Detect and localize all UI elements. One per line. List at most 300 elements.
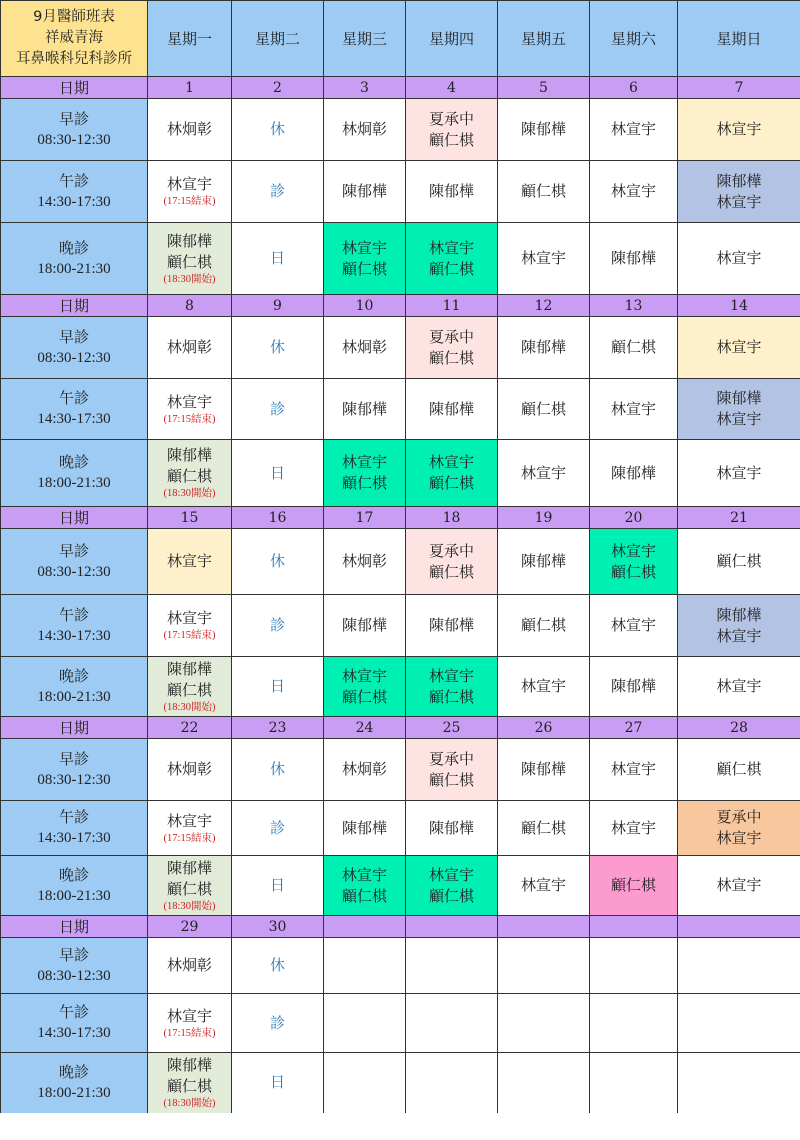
shift-cell bbox=[148, 161, 232, 223]
shift-cell bbox=[232, 657, 324, 717]
shift-cell bbox=[498, 938, 590, 994]
doctor-name: 診 bbox=[269, 182, 285, 200]
shift-cell bbox=[498, 529, 590, 595]
doctor-name: 陳郁樺 bbox=[166, 446, 212, 464]
doctor-name: 林宣宇 bbox=[716, 677, 762, 695]
slot-time: 08:30-12:30 bbox=[37, 349, 111, 366]
shift-cell bbox=[678, 440, 800, 507]
slot-row-afternoon bbox=[1, 994, 800, 1053]
shift-cell bbox=[498, 994, 590, 1053]
shift-cell bbox=[590, 317, 678, 379]
doctor-name: 日 bbox=[269, 1073, 285, 1092]
title-line: 祥威青海 bbox=[45, 30, 103, 46]
doctor-name: 顧仁棋 bbox=[520, 399, 566, 418]
slot-time: 18:00-21:30 bbox=[37, 1084, 111, 1101]
shift-cell bbox=[148, 739, 232, 801]
date-cell: 4 bbox=[406, 77, 498, 99]
doctor-name: 陳郁樺 bbox=[610, 677, 656, 695]
slot-label-afternoon bbox=[1, 161, 148, 223]
shift-cell bbox=[498, 161, 590, 223]
shift-cell bbox=[148, 801, 232, 856]
doctor-name: 陳郁樺 bbox=[716, 171, 762, 190]
doctor-name: 顧仁棋 bbox=[610, 338, 656, 356]
slot-time: 08:30-12:30 bbox=[37, 131, 111, 148]
shift-cell bbox=[678, 856, 800, 916]
slot-row-evening bbox=[1, 856, 800, 916]
doctor-name: 顧仁棋 bbox=[341, 474, 387, 492]
date-cell: 30 bbox=[232, 916, 324, 938]
date-row bbox=[1, 77, 800, 99]
shift-cell bbox=[406, 801, 498, 856]
schedule-body bbox=[1, 77, 800, 1113]
shift-cell bbox=[406, 529, 498, 595]
doctor-name: 陳郁樺 bbox=[166, 659, 212, 678]
slot-name: 晚診 bbox=[58, 865, 89, 884]
shift-cell bbox=[590, 856, 678, 916]
doctor-name: 顧仁棋 bbox=[520, 616, 566, 634]
doctor-name: 顧仁棋 bbox=[341, 886, 387, 905]
date-cell: 17 bbox=[324, 507, 406, 529]
date-cell: 10 bbox=[324, 295, 406, 317]
doctor-name: 陳郁樺 bbox=[428, 616, 474, 634]
doctor-name: 日 bbox=[269, 249, 285, 267]
shift-cell bbox=[590, 529, 678, 595]
doctor-name: 林宣宇 bbox=[428, 865, 474, 884]
weekday-header-wed: 星期三 bbox=[324, 1, 406, 77]
shift-cell bbox=[232, 317, 324, 379]
shift-cell bbox=[324, 161, 406, 223]
shift-cell bbox=[148, 994, 232, 1053]
doctor-name: 林宣宇 bbox=[716, 192, 762, 211]
shift-cell bbox=[324, 739, 406, 801]
date-cell: 15 bbox=[148, 507, 232, 529]
doctor-name: 林宣宇 bbox=[716, 829, 762, 847]
shift-cell bbox=[232, 938, 324, 994]
slot-row-evening bbox=[1, 657, 800, 717]
doctor-name: 林宣宇 bbox=[520, 677, 566, 695]
shift-cell bbox=[498, 379, 590, 440]
doctor-name: 休 bbox=[269, 120, 285, 138]
shift-cell bbox=[148, 440, 232, 507]
doctor-name: 夏承中 bbox=[428, 541, 474, 560]
slot-row-afternoon bbox=[1, 595, 800, 657]
date-cell bbox=[498, 916, 590, 938]
doctor-name: 林宣宇 bbox=[166, 552, 212, 570]
shift-cell bbox=[590, 595, 678, 657]
slot-name: 早診 bbox=[58, 541, 89, 560]
slot-label-morning bbox=[1, 529, 148, 595]
doctor-name: 日 bbox=[269, 463, 285, 482]
doctor-name: 夏承中 bbox=[428, 109, 474, 128]
slot-name: 午診 bbox=[58, 389, 89, 407]
shift-cell bbox=[498, 99, 590, 161]
slot-label-evening bbox=[1, 856, 148, 916]
shift-cell bbox=[324, 1053, 406, 1113]
shift-cell bbox=[148, 99, 232, 161]
slot-label-afternoon bbox=[1, 595, 148, 657]
slot-name: 早診 bbox=[58, 749, 89, 768]
shift-cell bbox=[148, 657, 232, 717]
date-cell: 5 bbox=[498, 77, 590, 99]
doctor-name: 林炯彰 bbox=[341, 552, 387, 570]
shift-cell bbox=[498, 657, 590, 717]
slot-row-morning bbox=[1, 317, 800, 379]
date-cell: 21 bbox=[678, 507, 800, 529]
shift-cell bbox=[148, 1053, 232, 1113]
shift-cell bbox=[678, 938, 800, 994]
shift-cell bbox=[324, 440, 406, 507]
slot-row-afternoon bbox=[1, 801, 800, 856]
shift-cell bbox=[148, 317, 232, 379]
shift-cell bbox=[148, 938, 232, 994]
slot-time: 08:30-12:30 bbox=[37, 563, 111, 580]
doctor-name: 林宣宇 bbox=[716, 876, 762, 894]
doctor-name: 林宣宇 bbox=[716, 249, 762, 267]
shift-cell bbox=[324, 801, 406, 856]
slot-row-evening bbox=[1, 223, 800, 295]
shift-cell bbox=[232, 223, 324, 295]
doctor-name: 陳郁樺 bbox=[341, 616, 387, 634]
slot-name: 晚診 bbox=[58, 1062, 89, 1081]
hours-note: (17:15結束) bbox=[163, 413, 216, 425]
doctor-name: 林宣宇 bbox=[166, 392, 212, 411]
doctor-name: 顧仁棋 bbox=[610, 562, 656, 581]
weekday-header-sun: 星期日 bbox=[678, 1, 800, 77]
title-line: 9月醫師班表 bbox=[33, 9, 115, 25]
doctor-name: 林宣宇 bbox=[610, 760, 656, 778]
doctor-name: 診 bbox=[269, 1013, 285, 1032]
shift-cell bbox=[590, 1053, 678, 1113]
shift-cell bbox=[324, 657, 406, 717]
shift-cell bbox=[678, 1053, 800, 1113]
doctor-name: 顧仁棋 bbox=[428, 348, 474, 367]
shift-cell bbox=[406, 440, 498, 507]
shift-cell bbox=[590, 938, 678, 994]
doctor-name: 顧仁棋 bbox=[166, 879, 212, 898]
slot-row-morning bbox=[1, 739, 800, 801]
slot-name: 早診 bbox=[58, 945, 89, 964]
doctor-name: 診 bbox=[269, 616, 285, 634]
doctor-name: 陳郁樺 bbox=[166, 858, 212, 877]
date-cell bbox=[678, 916, 800, 938]
shift-cell bbox=[406, 223, 498, 295]
date-cell: 6 bbox=[590, 77, 678, 99]
doctor-name: 顧仁棋 bbox=[428, 474, 474, 492]
date-cell: 11 bbox=[406, 295, 498, 317]
shift-cell bbox=[590, 994, 678, 1053]
date-cell: 1 bbox=[148, 77, 232, 99]
weekday-header-tue: 星期二 bbox=[232, 1, 324, 77]
doctor-name: 林宣宇 bbox=[428, 453, 474, 471]
slot-label-evening bbox=[1, 1053, 148, 1113]
doctor-name: 林宣宇 bbox=[610, 541, 656, 560]
doctor-name: 夏承中 bbox=[428, 327, 474, 346]
doctor-name: 休 bbox=[269, 338, 285, 356]
doctor-name: 陳郁樺 bbox=[520, 120, 566, 138]
doctor-name: 陳郁樺 bbox=[610, 249, 656, 267]
doctor-name: 顧仁棋 bbox=[166, 467, 212, 485]
shift-cell bbox=[498, 317, 590, 379]
slot-label-afternoon bbox=[1, 801, 148, 856]
shift-cell bbox=[148, 595, 232, 657]
shift-cell bbox=[232, 801, 324, 856]
slot-time: 14:30-17:30 bbox=[37, 830, 111, 846]
shift-cell bbox=[232, 856, 324, 916]
doctor-name: 診 bbox=[269, 399, 285, 418]
slot-row-morning bbox=[1, 938, 800, 994]
date-cell: 26 bbox=[498, 717, 590, 739]
slot-time: 18:00-21:30 bbox=[37, 887, 111, 904]
shift-cell bbox=[148, 379, 232, 440]
doctor-name: 林宣宇 bbox=[610, 616, 656, 634]
shift-cell bbox=[232, 440, 324, 507]
date-cell: 9 bbox=[232, 295, 324, 317]
doctor-name: 林宣宇 bbox=[610, 182, 656, 200]
date-row-label: 日期 bbox=[1, 507, 148, 529]
doctor-name: 日 bbox=[269, 677, 285, 695]
doctor-name: 林宣宇 bbox=[341, 666, 387, 685]
slot-name: 晚診 bbox=[58, 666, 89, 685]
slot-name: 午診 bbox=[58, 171, 89, 190]
doctor-name: 陳郁樺 bbox=[341, 182, 387, 200]
shift-cell bbox=[406, 856, 498, 916]
date-cell bbox=[324, 916, 406, 938]
shift-cell bbox=[324, 994, 406, 1053]
weekday-header-fri: 星期五 bbox=[498, 1, 590, 77]
doctor-name: 顧仁棋 bbox=[166, 1076, 212, 1095]
doctor-name: 林炯彰 bbox=[341, 760, 387, 778]
shift-cell bbox=[498, 1053, 590, 1113]
doctor-name: 顧仁棋 bbox=[341, 687, 387, 706]
shift-cell bbox=[678, 994, 800, 1053]
slot-time: 18:00-21:30 bbox=[37, 688, 111, 705]
doctor-name: 顧仁棋 bbox=[716, 552, 762, 570]
date-cell: 24 bbox=[324, 717, 406, 739]
doctor-name: 陳郁樺 bbox=[716, 605, 762, 624]
doctor-name: 林炯彰 bbox=[166, 338, 212, 356]
doctor-name: 陳郁樺 bbox=[428, 182, 474, 200]
doctor-name: 休 bbox=[269, 956, 285, 974]
date-cell: 22 bbox=[148, 717, 232, 739]
shift-cell bbox=[406, 595, 498, 657]
doctor-name: 林宣宇 bbox=[166, 811, 212, 830]
date-cell: 16 bbox=[232, 507, 324, 529]
date-row bbox=[1, 916, 800, 938]
shift-cell bbox=[406, 317, 498, 379]
doctor-name: 林宣宇 bbox=[610, 120, 656, 138]
shift-cell bbox=[590, 223, 678, 295]
shift-cell bbox=[498, 440, 590, 507]
slot-row-afternoon bbox=[1, 379, 800, 440]
date-cell: 3 bbox=[324, 77, 406, 99]
date-cell: 18 bbox=[406, 507, 498, 529]
shift-cell bbox=[324, 595, 406, 657]
shift-cell bbox=[324, 317, 406, 379]
slot-time: 14:30-17:30 bbox=[37, 193, 111, 210]
date-row bbox=[1, 717, 800, 739]
doctor-name: 林宣宇 bbox=[520, 249, 566, 267]
doctor-name: 顧仁棋 bbox=[341, 259, 387, 278]
doctor-name: 林宣宇 bbox=[341, 238, 387, 257]
shift-cell bbox=[590, 161, 678, 223]
doctor-name: 夏承中 bbox=[716, 808, 762, 826]
shift-cell bbox=[498, 801, 590, 856]
slot-label-morning bbox=[1, 317, 148, 379]
doctor-name: 林宣宇 bbox=[166, 1006, 212, 1025]
doctor-name: 林宣宇 bbox=[428, 238, 474, 257]
weekday-header-thu: 星期四 bbox=[406, 1, 498, 77]
shift-cell bbox=[232, 739, 324, 801]
doctor-name: 陳郁樺 bbox=[341, 399, 387, 418]
shift-cell bbox=[232, 379, 324, 440]
slot-label-evening bbox=[1, 440, 148, 507]
doctor-name: 診 bbox=[269, 818, 285, 837]
hours-note: (17:15結束) bbox=[163, 1027, 216, 1039]
slot-name: 晚診 bbox=[58, 238, 89, 257]
doctor-name: 陳郁樺 bbox=[428, 399, 474, 418]
shift-cell bbox=[678, 801, 800, 856]
shift-cell bbox=[590, 801, 678, 856]
hours-note: (18:30開始) bbox=[163, 1097, 216, 1109]
date-cell: 2 bbox=[232, 77, 324, 99]
doctor-name: 顧仁棋 bbox=[520, 182, 566, 200]
doctor-name: 林宣宇 bbox=[716, 120, 762, 138]
doctor-name: 陳郁樺 bbox=[520, 760, 566, 778]
doctor-name: 顧仁棋 bbox=[428, 130, 474, 149]
date-row bbox=[1, 507, 800, 529]
shift-cell bbox=[324, 938, 406, 994]
shift-cell bbox=[232, 994, 324, 1053]
slot-time: 14:30-17:30 bbox=[37, 411, 111, 427]
shift-cell bbox=[232, 99, 324, 161]
title-line: 耳鼻喉科兒科診所 bbox=[16, 51, 132, 67]
slot-name: 午診 bbox=[58, 605, 89, 624]
shift-cell bbox=[678, 223, 800, 295]
shift-cell bbox=[498, 856, 590, 916]
doctor-name: 林宣宇 bbox=[716, 463, 762, 482]
slot-label-morning bbox=[1, 739, 148, 801]
shift-cell bbox=[232, 529, 324, 595]
doctor-name: 休 bbox=[269, 760, 285, 778]
shift-cell bbox=[678, 161, 800, 223]
shift-cell bbox=[406, 161, 498, 223]
doctor-name: 顧仁棋 bbox=[166, 252, 212, 271]
doctor-name: 林宣宇 bbox=[166, 609, 212, 627]
shift-cell bbox=[406, 994, 498, 1053]
hours-note: (18:30開始) bbox=[163, 900, 216, 912]
doctor-name: 林宣宇 bbox=[610, 818, 656, 837]
doctor-name: 林宣宇 bbox=[520, 876, 566, 894]
doctor-name: 林炯彰 bbox=[166, 760, 212, 778]
slot-row-evening bbox=[1, 440, 800, 507]
doctor-name: 林宣宇 bbox=[520, 463, 566, 482]
slot-time: 08:30-12:30 bbox=[37, 967, 111, 984]
doctor-name: 顧仁棋 bbox=[520, 818, 566, 837]
slot-label-afternoon bbox=[1, 994, 148, 1053]
doctor-name: 林宣宇 bbox=[428, 666, 474, 685]
shift-cell bbox=[678, 99, 800, 161]
shift-cell bbox=[232, 161, 324, 223]
hours-note: (18:30開始) bbox=[163, 488, 216, 499]
slot-label-evening bbox=[1, 223, 148, 295]
shift-cell bbox=[232, 1053, 324, 1113]
doctor-name: 陳郁樺 bbox=[716, 389, 762, 407]
doctor-name: 顧仁棋 bbox=[166, 680, 212, 699]
doctor-name: 陳郁樺 bbox=[341, 818, 387, 837]
doctor-name: 顧仁棋 bbox=[716, 760, 762, 778]
date-cell: 27 bbox=[590, 717, 678, 739]
header-row bbox=[1, 1, 800, 77]
shift-cell bbox=[590, 379, 678, 440]
date-row-label: 日期 bbox=[1, 916, 148, 938]
doctor-name: 林宣宇 bbox=[716, 410, 762, 428]
shift-cell bbox=[678, 739, 800, 801]
slot-row-evening bbox=[1, 1053, 800, 1113]
doctor-name: 林宣宇 bbox=[341, 453, 387, 471]
hours-note: (18:30開始) bbox=[163, 273, 216, 285]
slot-row-morning bbox=[1, 99, 800, 161]
shift-cell bbox=[678, 317, 800, 379]
doctor-name: 陳郁樺 bbox=[520, 338, 566, 356]
shift-cell bbox=[324, 379, 406, 440]
slot-label-afternoon bbox=[1, 379, 148, 440]
shift-cell bbox=[590, 99, 678, 161]
date-row-label: 日期 bbox=[1, 77, 148, 99]
date-cell: 19 bbox=[498, 507, 590, 529]
doctor-name: 顧仁棋 bbox=[428, 770, 474, 789]
doctor-name: 林炯彰 bbox=[166, 120, 212, 138]
shift-cell bbox=[324, 856, 406, 916]
doctor-name: 林炯彰 bbox=[341, 120, 387, 138]
date-cell: 25 bbox=[406, 717, 498, 739]
slot-time: 18:00-21:30 bbox=[37, 260, 111, 277]
date-cell: 28 bbox=[678, 717, 800, 739]
shift-cell bbox=[498, 739, 590, 801]
doctor-name: 林宣宇 bbox=[166, 175, 212, 193]
hours-note: (17:15結束) bbox=[163, 630, 216, 641]
shift-cell bbox=[678, 529, 800, 595]
doctor-name: 夏承中 bbox=[428, 749, 474, 768]
slot-label-evening bbox=[1, 657, 148, 717]
slot-name: 早診 bbox=[58, 327, 89, 346]
shift-cell bbox=[590, 739, 678, 801]
shift-cell bbox=[232, 595, 324, 657]
shift-cell bbox=[148, 223, 232, 295]
shift-cell bbox=[590, 440, 678, 507]
shift-cell bbox=[148, 856, 232, 916]
slot-time: 08:30-12:30 bbox=[37, 771, 111, 788]
slot-row-morning bbox=[1, 529, 800, 595]
slot-name: 早診 bbox=[58, 109, 89, 128]
doctor-name: 陳郁樺 bbox=[610, 463, 656, 482]
shift-cell bbox=[406, 379, 498, 440]
date-cell: 13 bbox=[590, 295, 678, 317]
shift-cell bbox=[590, 657, 678, 717]
date-cell bbox=[406, 916, 498, 938]
weekday-header-mon: 星期一 bbox=[148, 1, 232, 77]
slot-label-morning bbox=[1, 99, 148, 161]
hours-note: (18:30開始) bbox=[163, 701, 216, 713]
doctor-name: 林宣宇 bbox=[341, 865, 387, 884]
doctor-name: 林宣宇 bbox=[716, 338, 762, 356]
shift-cell bbox=[406, 739, 498, 801]
date-cell: 14 bbox=[678, 295, 800, 317]
doctor-name: 顧仁棋 bbox=[428, 259, 474, 278]
date-cell: 7 bbox=[678, 77, 800, 99]
doctor-name: 林宣宇 bbox=[610, 399, 656, 418]
shift-cell bbox=[498, 223, 590, 295]
slot-name: 午診 bbox=[58, 808, 89, 826]
